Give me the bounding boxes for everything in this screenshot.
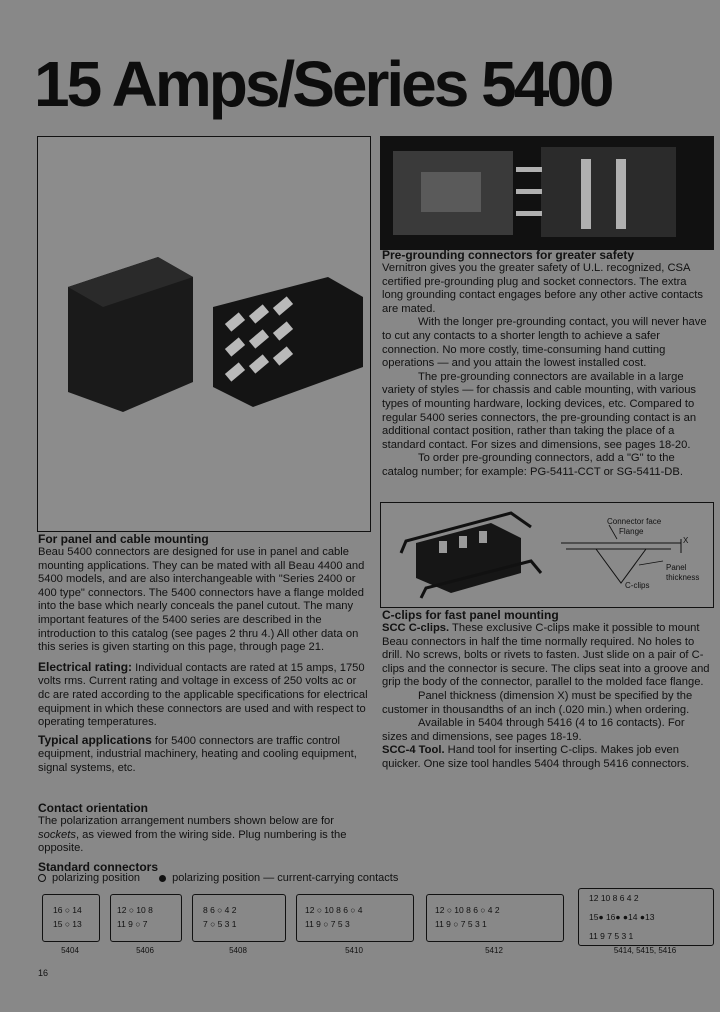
connector-5404 <box>42 894 100 942</box>
cclip-heading: C-clips for fast panel mounting <box>382 608 559 622</box>
electrical-text: Individual contacts are rated at 15 amps, 1750 volts rms. Current rating and voltage in excess of 250 volts ac or dc are rated according to the applicable specifications for electrical equipment in which these connectors are used and with respect to operating temperatures. <box>38 661 368 729</box>
connector-5410 <box>296 894 414 942</box>
connector-5404-label: 5404 <box>61 946 79 955</box>
diagram-label-connector-face: Connector face <box>607 517 662 526</box>
connector-5408-row-1: 8 6 ○ 4 2 <box>203 905 237 915</box>
scc-label: SCC C-clips. <box>382 622 450 634</box>
tool-text: Hand tool for inserting C-clips. Makes job even quicker. One size tool handles 5404 through 5416 connectors. <box>382 744 690 770</box>
electrical-label: Electrical rating: <box>38 659 133 674</box>
connector-5406-row-2: 11 9 ○ 7 <box>117 919 148 929</box>
preground-photo <box>380 136 714 250</box>
cclip-paragraph-2: Panel thickness (dimension X) must be specified by the customer in thousandths of an inch (.020 min.) when ordering. <box>382 689 693 716</box>
orientation-text-em: sockets <box>38 828 76 841</box>
open-circle-icon <box>38 874 46 882</box>
cclip-illustration <box>381 503 713 607</box>
connector-5406-row-1: 12 ○ 10 8 <box>117 905 153 915</box>
standard-heading: Standard connectors <box>38 859 159 874</box>
applications-text: for 5400 connectors are traffic control equipment, industrial machinery, heating and cooling equipment, signal systems, etc. <box>38 734 357 774</box>
mounting-heading: For panel and cable mounting <box>38 532 209 546</box>
cclip-paragraph-3: Available in 5404 through 5416 (4 to 16 contacts). For sizes and dimensions, see pages 18-19. <box>382 717 685 743</box>
product-photo <box>37 136 371 532</box>
page-number: 16 <box>38 968 49 978</box>
filled-circle-icon <box>159 875 166 882</box>
connector-5410-label: 5410 <box>345 946 363 955</box>
connector-5406-label: 5406 <box>136 946 154 955</box>
page-title: 15 Amps/Series 5400 <box>34 48 612 120</box>
cclip-diagram <box>380 502 714 608</box>
orientation-heading: Contact orientation <box>38 801 148 815</box>
connector-5414-row-3: 11 9 7 5 3 1 <box>589 931 634 941</box>
diagram-label-x: X <box>683 536 689 545</box>
diagram-label-panel: Panel <box>666 563 687 572</box>
applications-paragraph <box>38 734 370 776</box>
preground-paragraph-4: To order pre-grounding connectors, add a "G" to the catalog number; for example: PG-5411-CCT or SG-5411-DB. <box>382 452 683 478</box>
orientation-text-b: , as viewed from the wiring side. Plug numbering is the opposite. <box>38 828 347 855</box>
mounting-paragraph: Beau 5400 connectors are designed for use in panel and cable mounting applications. They can be mated with all Beau 4400 and 5400 models, and are also interchangeable with "Series 2400 or 400 type" connectors. The 5400 connectors have a flange molded into the base which nearly conceals the panel cutout. The many important features of the 5400 series are described in the introduction to this catalog (see pages 2 thru 4.) All other data on this series is given starting on this page, through page 21. <box>38 546 365 654</box>
diagram-label-cclips: C-clips <box>625 581 650 590</box>
connector-5414-row-1: 12 10 8 6 4 2 <box>589 893 639 903</box>
electrical-paragraph <box>38 661 370 730</box>
preground-paragraph-2: With the longer pre-grounding contact, you will never have to cut any contacts to a shorter length to achieve a safer connection. No more costly, time-consuming hand cutting operations — and you attain the lowest installed cost. <box>382 316 707 370</box>
preground-paragraph-1: Vernitron gives you the greater safety of U.L. recognized, CSA certified pre-grounding plug and socket connectors. The extra long grounding contact engages before any other active contacts are mated. <box>382 262 703 315</box>
connector-5412-row-1: 12 ○ 10 8 6 ○ 4 2 <box>435 905 500 915</box>
preground-heading: Pre-grounding connectors for greater safety <box>382 248 635 262</box>
connector-5412-row-2: 11 9 ○ 7 5 3 1 <box>435 919 487 929</box>
connector-5414-label: 5414, 5415, 5416 <box>613 946 677 955</box>
connector-5412 <box>426 894 564 942</box>
connector-pair-illustration <box>38 137 370 531</box>
diagram-label-thickness: thickness <box>666 573 700 582</box>
connector-5414-row-2: 15● 16● ●14 ●13 <box>589 912 655 922</box>
legend-open: polarizing position <box>52 872 141 884</box>
preground-connector-illustration <box>381 137 713 249</box>
connector-5404-row-2: 15 ○ 13 <box>53 919 82 929</box>
orientation-text-a: The polarization arrangement numbers shown below are for <box>38 815 335 827</box>
connector-5408-row-2: 7 ○ 5 3 1 <box>203 919 237 929</box>
connector-5414-5416 <box>578 888 714 946</box>
scc-text: These exclusive C-clips make it possible to mount Beau connectors in half the time normally required. No holes to drill. No screws, bolts or rivets to fasten. Just slide on a pair of C-clips and the connector is secure. The clips seat into a groove and grip the body of the connector, parallel to the molded face flange. <box>382 622 710 689</box>
connector-5410-row-1: 12 ○ 10 8 6 ○ 4 <box>305 905 363 915</box>
cclip-paragraph-1 <box>382 622 712 690</box>
connector-5410-row-2: 11 9 ○ 7 5 3 <box>305 919 350 929</box>
orientation-text <box>38 815 368 856</box>
connector-5406 <box>110 894 182 942</box>
connector-5404-row-1: 16 ○ 14 <box>53 905 82 915</box>
connector-5412-label: 5412 <box>485 946 503 955</box>
connector-5408-label: 5408 <box>229 946 247 955</box>
connector-5408 <box>192 894 286 942</box>
tool-label: SCC-4 Tool. <box>382 744 445 757</box>
legend-full: polarizing position — current-carrying contacts <box>172 872 399 884</box>
diagram-label-flange: Flange <box>619 527 644 536</box>
preground-paragraph-3: The pre-grounding connectors are available in a large variety of styles — for chassis and cable mounting, with various types of mounting hardware, locking devices, etc. Compared to regular 5400 series connectors, the pre-grounding contact is an additional contact position, rather than taking the place of a standard contact. For sizes and dimensions, see pages 18-20. <box>382 370 697 451</box>
cclip-paragraph-4 <box>382 744 712 771</box>
applications-label: Typical applications <box>38 732 152 747</box>
